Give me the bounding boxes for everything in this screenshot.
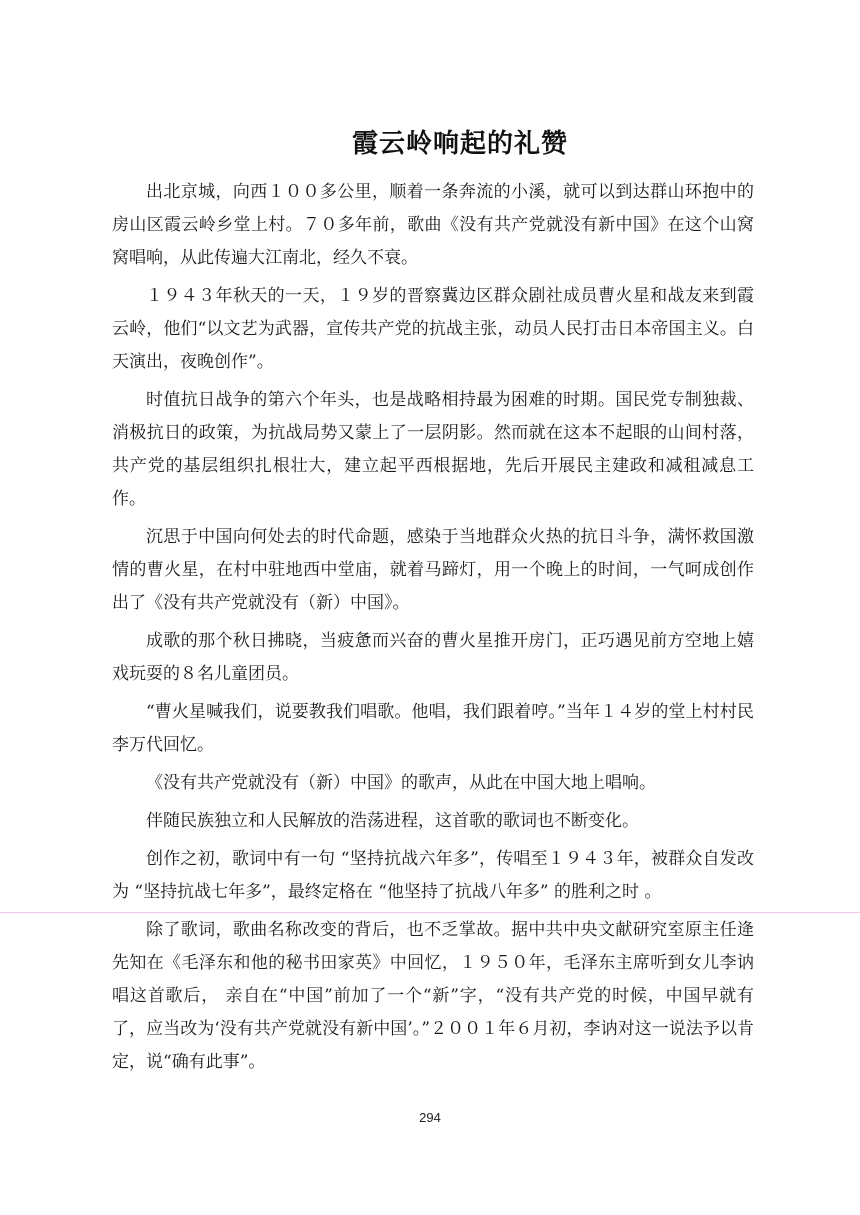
article-body [112, 176, 754, 1084]
page-number: 294 [419, 1110, 441, 1125]
paragraph-9: 创作之初，歌词中有一句 “坚持抗战六年多”，传唱至１９４３年，被群众自发改为 “坚持抗战七年多”，最终定格在 “他坚持了抗战八年多” 的胜利之时 。 [112, 849, 754, 902]
paragraph-7: 《没有共产党就没有（新）中国》的歌声，从此在中国大地上唱响。 [146, 773, 656, 793]
paragraph-3: 时值抗日战争的第六个年头，也是战略相持最为困难的时期。国民党专制独裁、消极抗日的政策，为抗战局势又蒙上了一层阴影。然而就在这本不起眼的山间村落，共产党的基层组织扎根壮大，建立起平西根据地，先后开展民主建政和减租减息工作。 [112, 390, 754, 509]
paragraph-10: 除了歌词，歌曲名称改变的背后，也不乏掌故。据中共中央文献研究室原主任逄先知在《毛泽东和他的秘书田家英》中回忆，１９５０年，毛泽东主席听到女儿李讷唱这首歌后， 亲自在“中国”前加了一个“新”字，“没有共产党的时候，中国早就有了，应当改为‘没有共产党就没有新中国’。”２００１年６月初，李讷对这一说法予以肯定，说“确有此事”。 [112, 920, 754, 1072]
page-divider-line [0, 912, 860, 913]
paragraph-2: １９４３年秋天的一天，１９岁的晋察冀边区群众剧社成员曹火星和战友来到霞云岭，他们“以文艺为武器，宣传共产党的抗战主张，动员人民打击日本帝国主义。白天演出，夜晚创作”。 [112, 286, 754, 372]
paragraph-5: 成歌的那个秋日拂晓，当疲惫而兴奋的曹火星推开房门，正巧遇见前方空地上嬉戏玩耍的８名儿童团员。 [112, 631, 754, 684]
paragraph-1: 出北京城，向西１００多公里，顺着一条奔流的小溪，就可以到达群山环抱中的房山区霞云岭乡堂上村。７０多年前，歌曲《没有共产党就没有新中国》在这个山窝窝唱响，从此传遍大江南北，经久不衰。 [112, 182, 754, 268]
paragraph-6: “曹火星喊我们，说要教我们唱歌。他唱，我们跟着哼。”当年１４岁的堂上村村民李万代回忆。 [112, 702, 754, 755]
paragraph-8: 伴随民族独立和人民解放的浩荡进程，这首歌的歌词也不断变化。 [146, 811, 639, 831]
page-title: 霞云岭响起的礼赞 [351, 129, 568, 160]
paragraph-4: 沉思于中国向何处去的时代命题，感染于当地群众火热的抗日斗争，满怀救国激情的曹火星，在村中驻地西中堂庙，就着马蹄灯，用一个晚上的时间，一气呵成创作出了《没有共产党就没有（新）中国》。 [112, 527, 754, 613]
